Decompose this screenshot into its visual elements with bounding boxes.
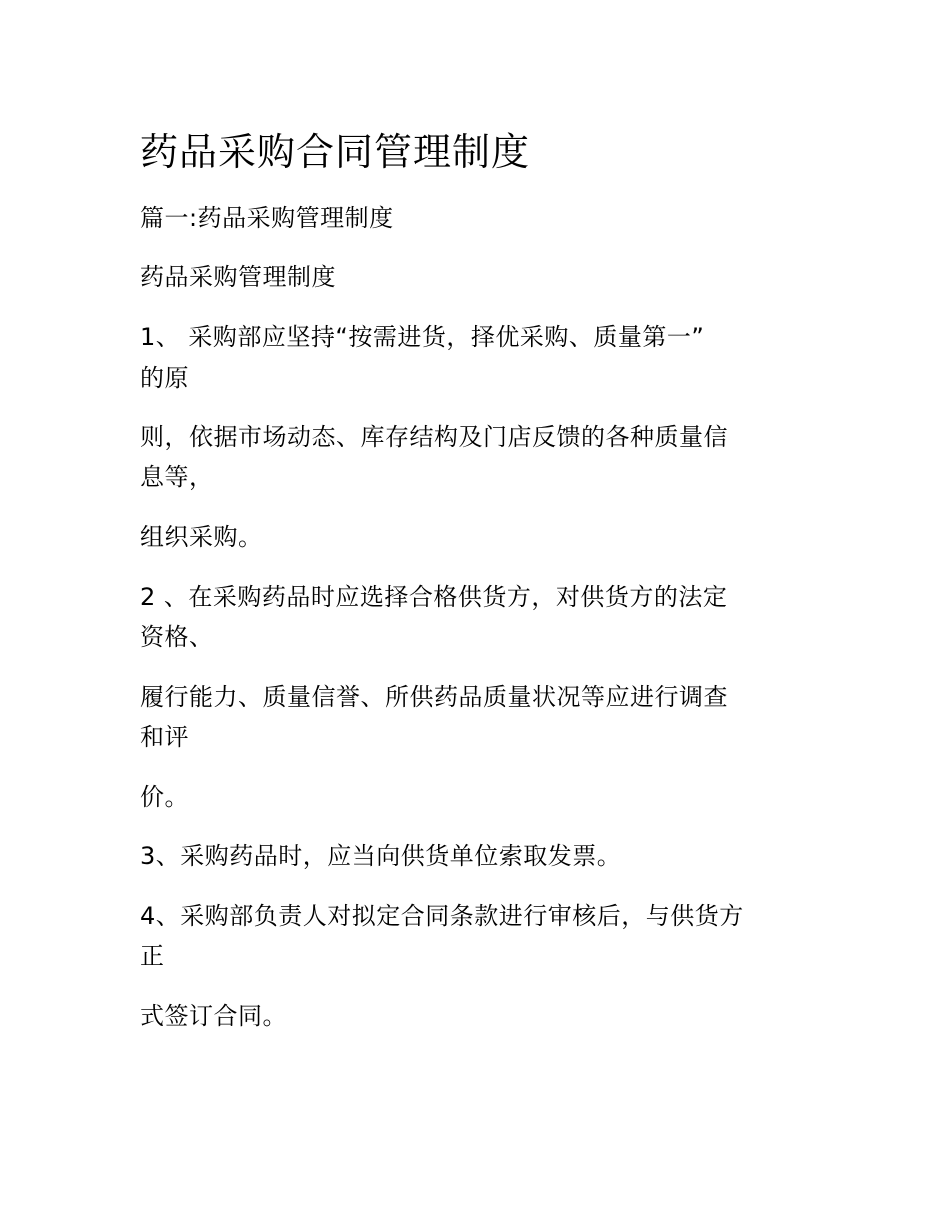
paragraph-line: 息等， [140, 463, 214, 491]
paragraph-line: 1、 采购部应坚持“按需进货，择优采购、质量第一” [140, 323, 705, 351]
paragraph-line: 履行能力、质量信誉、所供药品质量状况等应进行调查 [140, 683, 728, 711]
paragraph-line: 则，依据市场动态、库存结构及门店反馈的各种质量信 [140, 423, 728, 451]
paragraph-line: 4、采购部负责人对拟定合同条款进行审核后，与供货方 [140, 902, 744, 930]
page-title: 药品采购合同管理制度 [140, 130, 531, 174]
paragraph-line: 2 、在采购药品时应选择合格供货方，对供货方的法定 [140, 583, 728, 611]
paragraph-line: 资格、 [140, 623, 214, 651]
paragraph-line: 和评 [140, 723, 189, 751]
paragraph-line: 价。 [140, 783, 189, 811]
section-heading: 篇一:药品采购管理制度 [140, 204, 394, 232]
paragraph-line: 式签订合同。 [140, 1002, 287, 1030]
paragraph-line: 3、采购药品时，应当向供货单位索取发票。 [140, 842, 622, 870]
subsection-heading: 药品采购管理制度 [140, 263, 336, 291]
paragraph-line: 正 [140, 942, 165, 970]
paragraph-line: 组织采购。 [140, 523, 263, 551]
paragraph-line: 的原 [140, 364, 189, 392]
